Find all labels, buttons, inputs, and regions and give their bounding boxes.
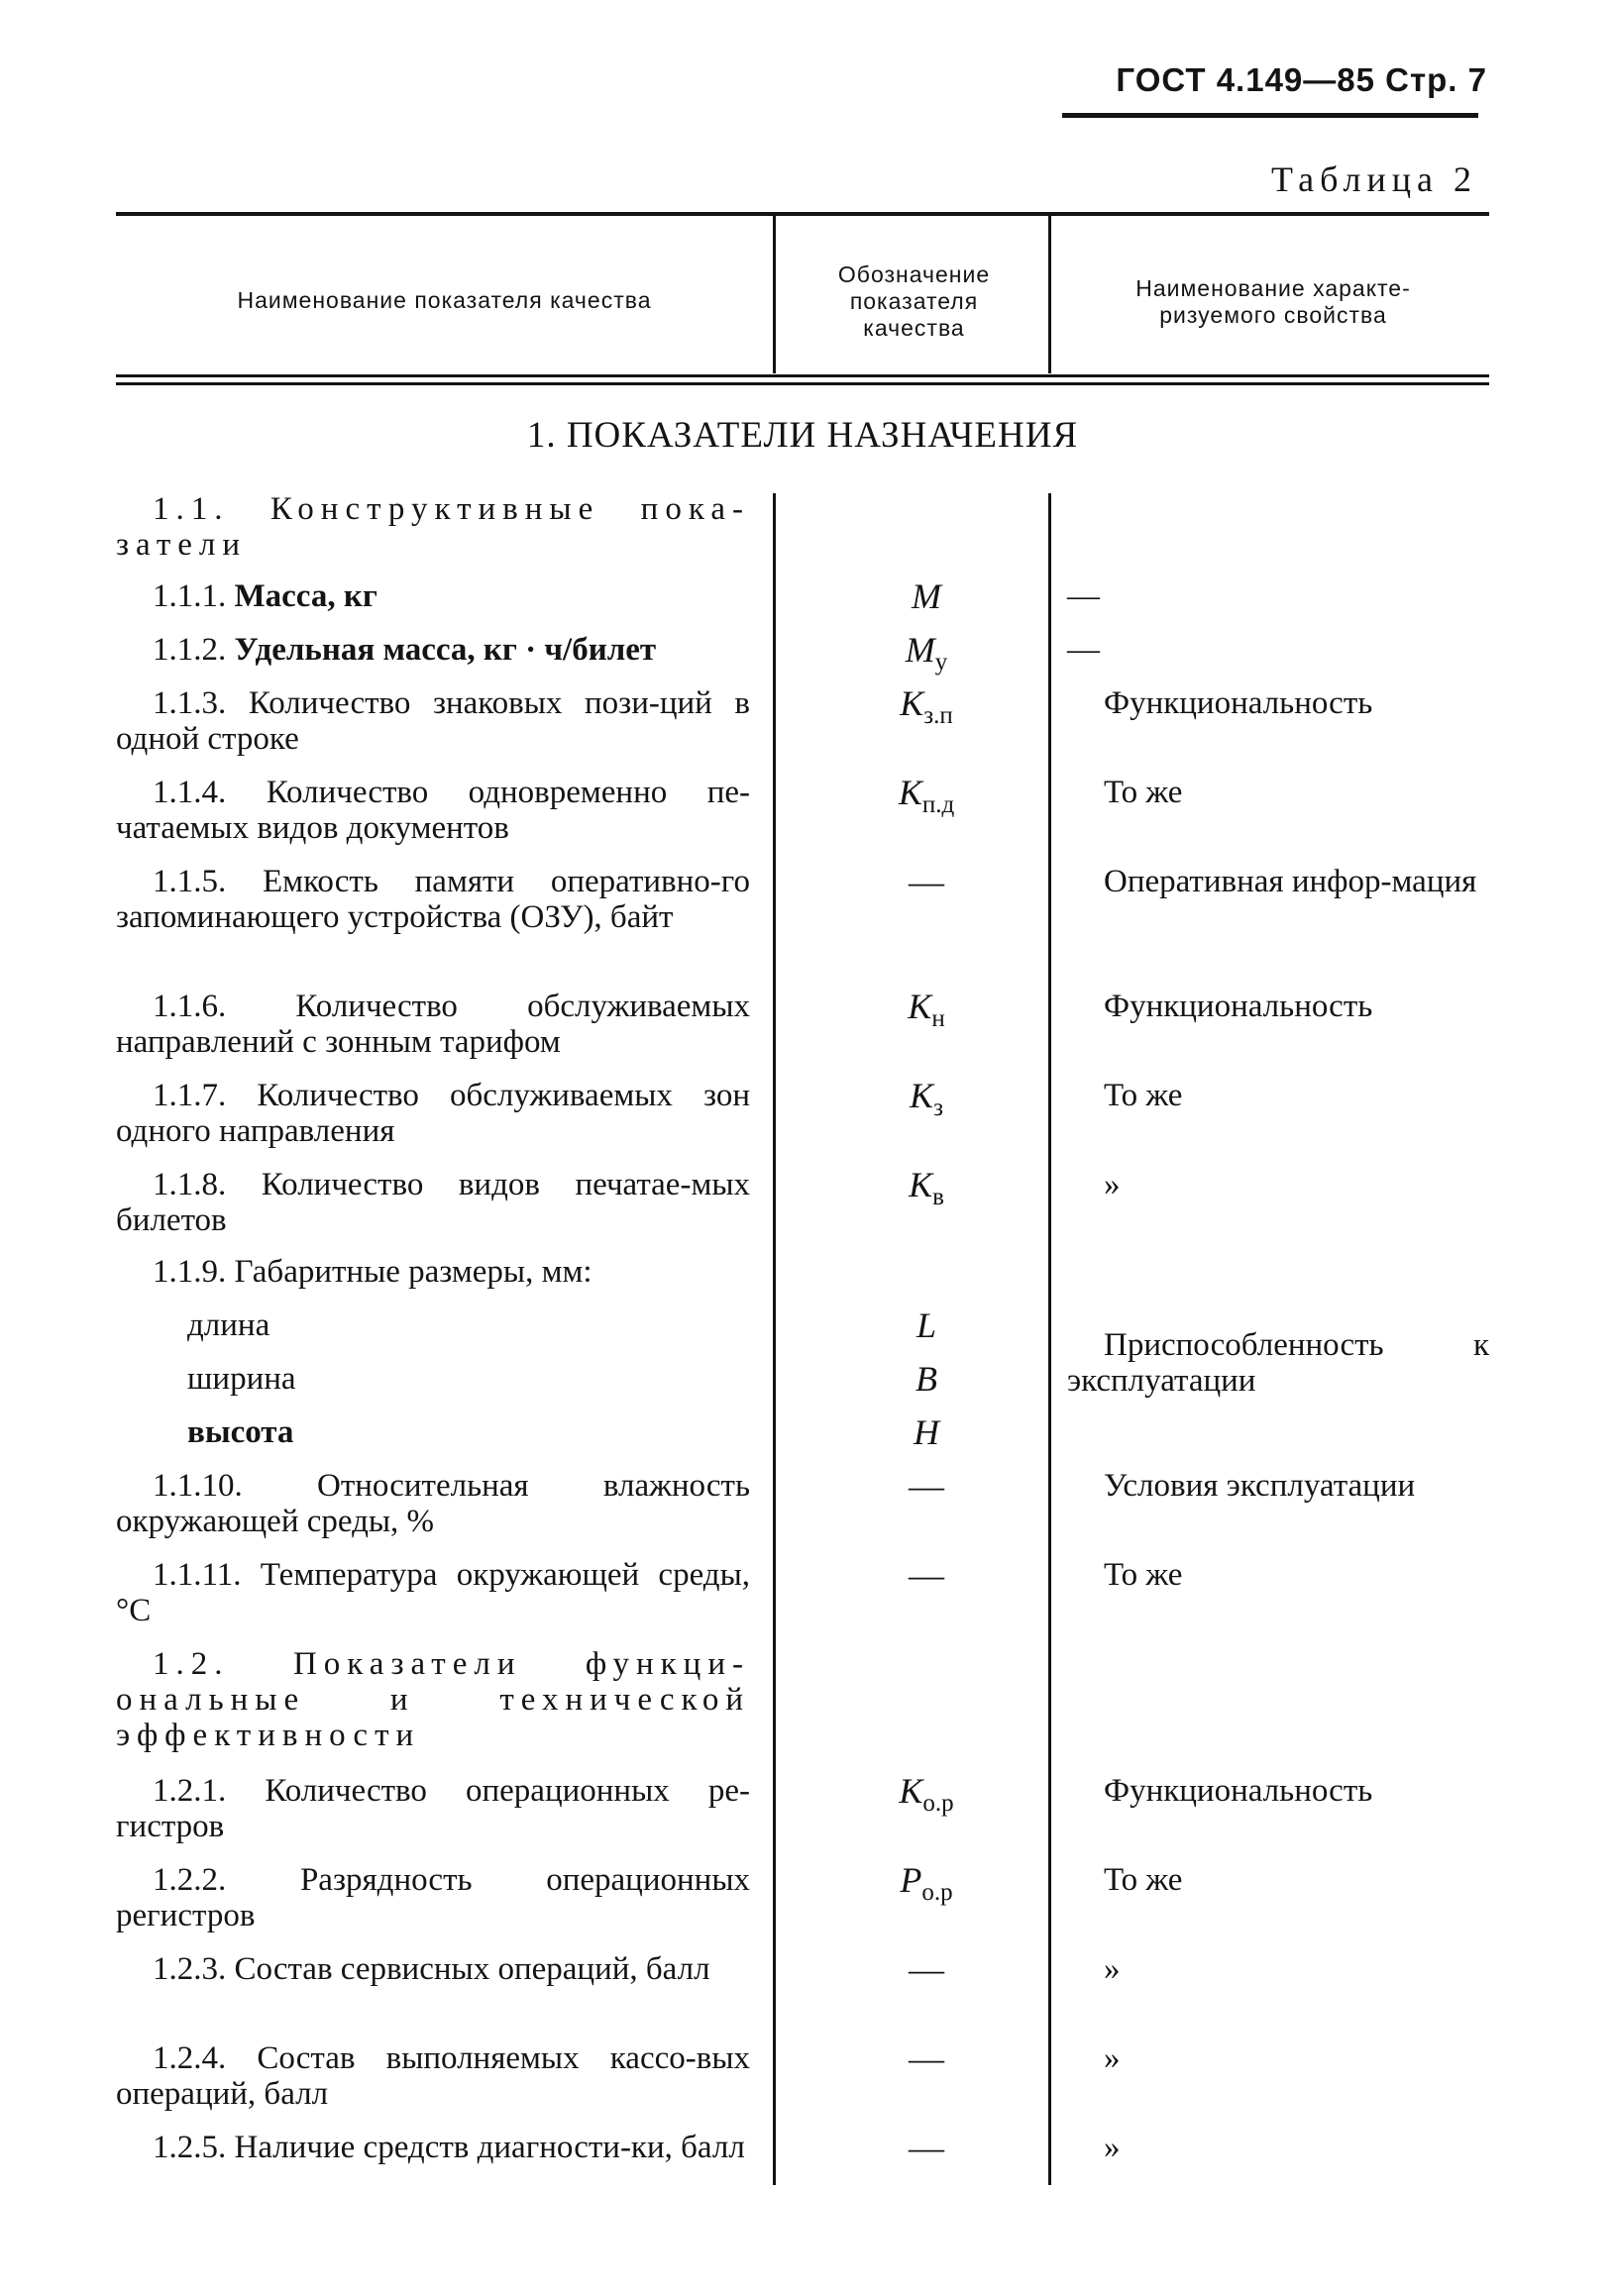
indicator-name: 1.1.10. Относительная влажность окружающей среды, %: [116, 1468, 750, 1539]
symbol-main: K: [900, 683, 924, 723]
indicator-symbol: [770, 1557, 1083, 1593]
indicator-symbol: [770, 1167, 1083, 1215]
header-divider-1: [773, 216, 776, 373]
property-name: »: [1104, 1167, 1121, 1202]
symbol-subscript: о.р: [921, 1879, 953, 1906]
property-name: Условия эксплуатации: [1104, 1468, 1416, 1504]
property-name: Функциональность: [1104, 989, 1373, 1024]
indicator-name: 1.2.4. Состав выполняемых кассо-вых операций, балл: [116, 2040, 750, 2112]
symbol-main: L: [916, 1305, 937, 1345]
symbol-subscript: з.п: [923, 702, 953, 729]
dimension-name: длина: [187, 1307, 270, 1343]
indicator-symbol: [770, 1414, 1083, 1450]
table-caption: Таблица 2: [1271, 159, 1477, 199]
symbol-dash: —: [909, 2128, 944, 2167]
property-name: »: [1104, 1951, 1121, 1987]
column-header-symbol: Обозначение показателя качества: [837, 261, 991, 341]
property-name: »: [1104, 2040, 1121, 2076]
symbol-subscript: в: [932, 1184, 944, 1210]
symbol-subscript: о.р: [922, 1790, 954, 1817]
property-name: Функциональность: [1104, 1773, 1373, 1809]
symbol-dash: —: [909, 1466, 944, 1506]
symbol-dash: —: [909, 1949, 944, 1989]
indicator-symbol: [770, 1468, 1083, 1504]
symbol-main: H: [914, 1412, 939, 1452]
indicator-symbol: [770, 864, 1083, 899]
indicator-name: 1.2. Показатели функци-ональные и технической эффективности: [116, 1646, 750, 1753]
indicator-name: 1.1. Конструктивные пока-затели: [116, 491, 750, 563]
indicator-symbol: [770, 989, 1083, 1037]
header-underline: [1062, 113, 1478, 118]
property-dash: —: [1067, 632, 1100, 668]
indicator-symbol: [770, 632, 1083, 680]
symbol-subscript: п.д: [921, 791, 955, 818]
indicator-name: 1.1.9. Габаритные размеры, мм:: [153, 1254, 593, 1290]
symbol-main: K: [910, 1076, 934, 1115]
property-dash: —: [1067, 578, 1100, 614]
indicator-symbol: [770, 1773, 1083, 1822]
indicator-name: 1.1.7. Количество обслуживаемых зон одного направления: [116, 1078, 750, 1149]
indicator-name: 1.1.3. Количество знаковых пози-ций в одной строке: [116, 685, 750, 757]
symbol-main: B: [916, 1359, 937, 1399]
indicator-name: 1.2.1. Количество операционных ре-гистров: [116, 1773, 750, 1844]
symbol-dash: —: [909, 862, 944, 901]
symbol-main: K: [909, 1165, 933, 1204]
dimension-name: ширина: [187, 1361, 296, 1397]
property-name: То же: [1104, 1862, 1183, 1898]
indicator-symbol: [770, 775, 1083, 823]
indicator-name: 1.2.2. Разрядность операционных регистров: [116, 1862, 750, 1933]
symbol-main: K: [899, 1771, 923, 1811]
indicator-name: 1.1.11. Температура окружающей среды, °С: [116, 1557, 750, 1628]
header-bottom-rule-second: [116, 382, 1489, 385]
property-name: То же: [1104, 1557, 1183, 1593]
indicator-symbol: [770, 685, 1083, 734]
indicator-symbol: [770, 1361, 1083, 1397]
indicator-symbol: [770, 1951, 1083, 1987]
indicator-symbol: [770, 1307, 1083, 1343]
column-header-name: Наименование показателя качества: [237, 287, 652, 313]
header-divider-2: [1048, 216, 1051, 373]
property-name: »: [1104, 2130, 1121, 2165]
indicator-symbol: [770, 1078, 1083, 1126]
indicator-name: 1.2.3. Состав сервисных операций, балл: [153, 1951, 710, 1987]
indicator-symbol: [770, 2040, 1083, 2076]
symbol-dash: —: [909, 1555, 944, 1595]
indicator-name: 1.1.8. Количество видов печатае-мых билетов: [116, 1167, 750, 1238]
document-header: ГОСТ 4.149—85 Стр. 7: [1116, 61, 1487, 98]
symbol-main: K: [908, 987, 932, 1026]
property-name: Приспособленность к эксплуатации: [1067, 1327, 1489, 1399]
indicator-name: 1.1.6. Количество обслуживаемых направлений с зонным тарифом: [116, 989, 750, 1060]
symbol-subscript: у: [934, 649, 948, 676]
indicator-number: 1.1.1.: [153, 578, 227, 614]
section-title: 1. ПОКАЗАТЕЛИ НАЗНАЧЕНИЯ: [526, 415, 1079, 456]
indicator-label: Удельная масса, кг · ч/билет: [234, 632, 657, 668]
indicator-name: [116, 632, 750, 668]
indicator-symbol: [770, 578, 1083, 614]
symbol-dash: —: [909, 2038, 944, 2078]
dimension-name: высота: [187, 1414, 294, 1450]
indicator-label: Масса, кг: [234, 578, 377, 614]
indicator-name: 1.2.5. Наличие средств диагности-ки, балл: [153, 2130, 745, 2165]
property-name: То же: [1104, 775, 1183, 810]
indicator-symbol: [770, 2130, 1083, 2165]
symbol-main: M: [912, 576, 941, 616]
property-name: Оперативная инфор-мация: [1104, 864, 1477, 899]
indicator-symbol: [770, 1862, 1083, 1911]
column-header-property: Наименование характе-ризуемого свойства: [1135, 275, 1411, 328]
symbol-main: P: [900, 1860, 922, 1900]
table-top-rule: [116, 212, 1489, 216]
property-name: То же: [1104, 1078, 1183, 1113]
property-name: Функциональность: [1104, 685, 1373, 721]
symbol-subscript: н: [931, 1005, 945, 1032]
indicator-name: [116, 578, 750, 614]
symbol-main: M: [905, 630, 935, 670]
indicator-name: 1.1.5. Емкость памяти оперативно-го запоминающего устройства (ОЗУ), байт: [116, 864, 750, 935]
indicator-number: 1.1.2.: [153, 632, 227, 668]
indicator-name: 1.1.4. Количество одновременно пе-чатаемых видов документов: [116, 775, 750, 846]
symbol-main: K: [898, 773, 922, 812]
header-bottom-rule: [116, 374, 1489, 377]
symbol-subscript: з: [933, 1095, 943, 1121]
